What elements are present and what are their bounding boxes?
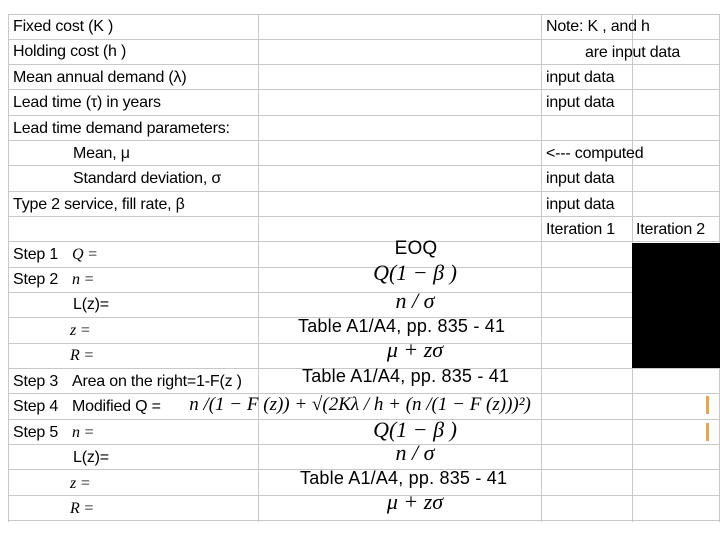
- orange-cell-marker: [706, 396, 709, 414]
- note-input-data: input data: [546, 94, 615, 111]
- step-3-label: Step 3: [13, 373, 59, 390]
- grid-line: [8, 14, 720, 15]
- label-lead-time: Lead time (τ) in years: [13, 94, 161, 111]
- label-std-dev: Standard deviation, σ: [73, 170, 221, 187]
- formula-mu-plus-z-sigma: μ + zσ: [386, 489, 444, 514]
- formula-n-over-sigma: n / σ: [395, 288, 435, 313]
- label-fixed-cost: Fixed cost (K ): [13, 18, 114, 35]
- note-input-data: input data: [546, 69, 615, 86]
- grid-line: [8, 39, 720, 40]
- formula-q-one-minus-beta: Q(1 − β ): [373, 260, 457, 285]
- grid-line: [8, 292, 720, 293]
- grid-line: [8, 216, 720, 217]
- step-2-label: Step 2: [13, 271, 59, 288]
- note-line-2: are input data: [585, 44, 681, 61]
- grid-line: [8, 64, 720, 65]
- note-computed: <--- computed: [546, 145, 644, 162]
- step-1-label: Step 1: [13, 246, 59, 263]
- step-1-var: Q =: [72, 246, 98, 263]
- step-4-text: Modified Q =: [72, 398, 161, 415]
- note-line-1: Note: K , and h: [546, 18, 650, 35]
- step-5-var: n =: [72, 424, 95, 441]
- table-reference: Table A1/A4, pp. 835 - 41: [302, 366, 510, 386]
- grid-line: [541, 14, 542, 522]
- grid-line: [8, 89, 720, 90]
- step-5-label: Step 5: [13, 424, 59, 441]
- eoq-label: EOQ: [394, 238, 438, 259]
- label-fill-rate: Type 2 service, fill rate, β: [13, 196, 185, 213]
- table-reference: Table A1/A4, pp. 835 - 41: [300, 468, 508, 488]
- grid-line: [8, 140, 720, 141]
- note-input-data: input data: [546, 170, 615, 187]
- note-input-data: input data: [546, 196, 615, 213]
- filled-cell-block: [632, 243, 720, 368]
- orange-cell-marker: [706, 423, 709, 441]
- r-label: R =: [70, 347, 94, 364]
- label-holding-cost: Holding cost (h ): [13, 43, 127, 60]
- iteration-2-header: Iteration 2: [636, 221, 705, 238]
- iteration-1-header: Iteration 1: [546, 221, 615, 238]
- l-of-z-label: L(z)=: [73, 449, 109, 466]
- grid-line: [8, 14, 9, 522]
- formula-n-over-sigma: n / σ: [395, 440, 435, 465]
- formula-mu-plus-z-sigma: μ + zσ: [386, 337, 444, 362]
- z-label: z =: [70, 475, 91, 492]
- l-of-z-label: L(z)=: [73, 296, 109, 313]
- grid-line: [8, 115, 720, 116]
- grid-line: [258, 14, 259, 522]
- grid-line: [8, 241, 720, 242]
- label-lead-time-params: Lead time demand parameters:: [13, 120, 230, 137]
- step-4-label: Step 4: [13, 398, 59, 415]
- label-mean: Mean, μ: [73, 145, 130, 162]
- step-3-text: Area on the right=1-F(z ): [72, 373, 242, 390]
- table-reference: Table A1/A4, pp. 835 - 41: [298, 316, 506, 336]
- grid-line: [8, 165, 720, 166]
- formula-q-one-minus-beta: Q(1 − β ): [373, 417, 457, 442]
- z-label: z =: [70, 322, 91, 339]
- grid-line: [8, 191, 720, 192]
- step-2-var: n =: [72, 271, 95, 288]
- formula-modified-q: n /(1 − F (z)) + √(2Kλ / h + (n /(1 − F (z)))²): [189, 394, 531, 415]
- grid-line: [8, 444, 720, 445]
- label-mean-annual-demand: Mean annual demand (λ): [13, 69, 187, 86]
- r-label: R =: [70, 500, 94, 517]
- grid-line: [8, 520, 720, 521]
